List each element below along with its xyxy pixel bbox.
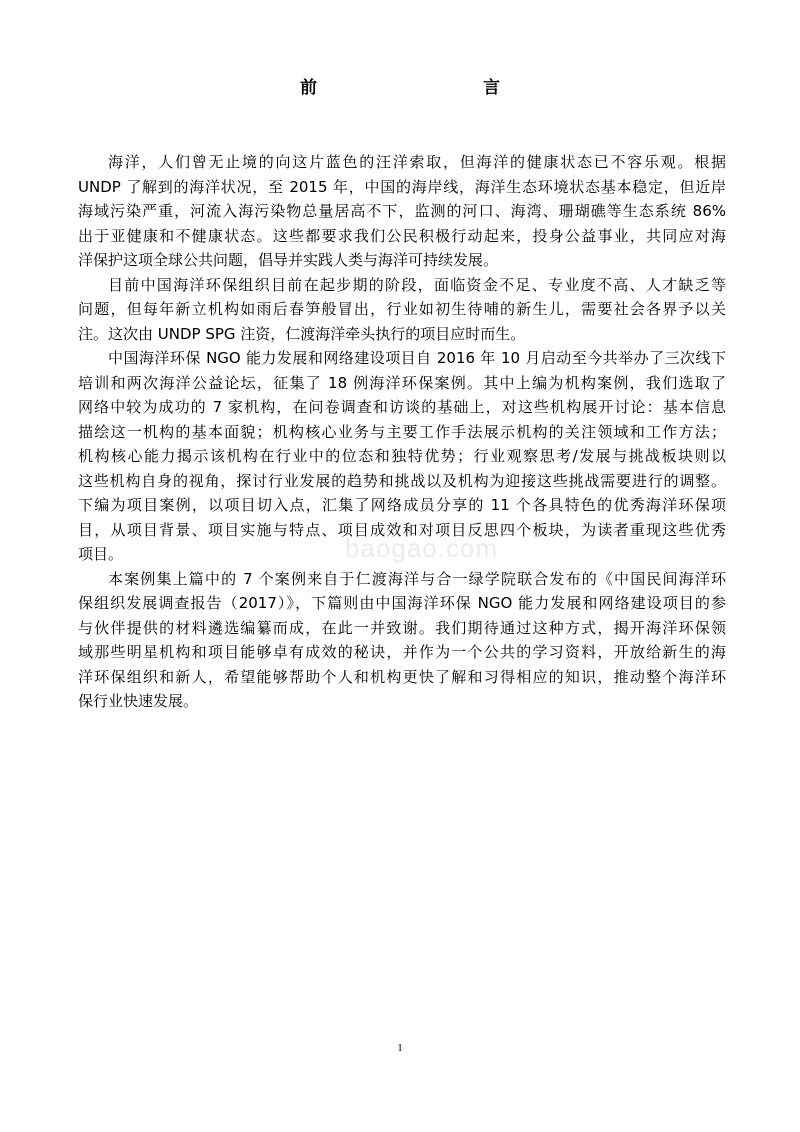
text-line: 保行业快速发展。 [78,692,199,710]
text-line: UNDP 了解到的海洋状况，至 2015 年，中国的海岸线，海洋生态环境状态基本稳定，但近岸 [78,177,726,196]
text-line: 保组织发展调查报告（2017）》，下篇则由中国海洋环保 NGO 能力发展和网络建设项目的参 [78,594,726,612]
paragraph [78,567,726,714]
text-line: 洋环保组织和新人，希望能够帮助个人和机构更快了解和习得相应的知识，推动整个海洋环 [78,667,726,686]
text-line: 问题，但每年新立机构如雨后春笋般冒出，行业如初生待哺的新生儿，需要社会各界予以关 [78,300,726,318]
text-line: 海域污染严重，河流入海污染物总量居高不下，监测的河口、海湾、珊瑚礁等生态系统 86% [78,202,726,220]
text-line: 下编为项目案例，以项目切入点，汇集了网络成员分享的 11 个各具特色的优秀海洋环保项 [78,496,726,514]
text-line: 注。这次由 UNDP SPG 注资，仁渡海洋牵头执行的项目应时而生。 [78,324,526,343]
page-title: 前 言 [300,78,544,98]
text-line: 出于亚健康和不健康状态。这些都要求我们公民积极行动起来，投身公益事业，共同应对海 [78,226,726,245]
text-line: 与伙伴提供的材料遴选编纂而成，在此一并致谢。我们期待通过这种方式，揭开海洋环保领 [78,618,726,637]
text-line: 项目。 [78,545,124,563]
watermark: baogao.com [345,533,499,563]
text-line: 机构核心能力揭示该机构在行业中的位态和独特优势；行业观察思考/发展与挑战板块则以 [78,447,726,465]
text-line: 描绘这一机构的基本面貌；机构核心业务与主要工作手法展示机构的关注领域和工作方法； [78,422,726,441]
text-line: 培训和两次海洋公益论坛，征集了 18 例海洋环保案例。其中上编为机构案例，我们选取了 [78,373,726,392]
page-number: 1 [397,1042,403,1054]
text-line: 本案例集上篇中的 7 个案例来自于仁渡海洋与合一绿学院联合发布的《中国民间海洋环 [108,569,726,588]
preface-body [78,150,726,714]
text-line: 网络中较为成功的 7 家机构，在问卷调查和访谈的基础上，对这些机构展开讨论：基本信息 [78,398,726,416]
text-line: 中国海洋环保 NGO 能力发展和网络建设项目自 2016 年 10 月启动至今共举办了三次线下 [108,349,726,367]
text-line: 目，从项目背景、项目实施与特点、项目成效和对项目反思四个板块，为读者重现这些优秀 [78,520,726,539]
text-line: 目前中国海洋环保组织目前在起步期的阶段，面临资金不足、专业度不高、人才缺乏等 [108,275,726,294]
text-line: 这些机构自身的视角，探讨行业发展的趋势和挑战以及机构为迎接这些挑战需要进行的调整。 [78,471,726,490]
text-line: 域那些明星机构和项目能够卓有成效的秘诀，并作为一个公共的学习资料，开放给新生的海 [78,643,726,661]
text-line: 海洋，人们曾无止境的向这片蓝色的汪洋索取，但海洋的健康状态已不容乐观。根据 [108,153,726,171]
paragraph [78,273,726,347]
paragraph [78,150,726,273]
text-line: 洋保护这项全球公共问题，倡导并实践人类与海洋可持续发展。 [78,251,499,269]
